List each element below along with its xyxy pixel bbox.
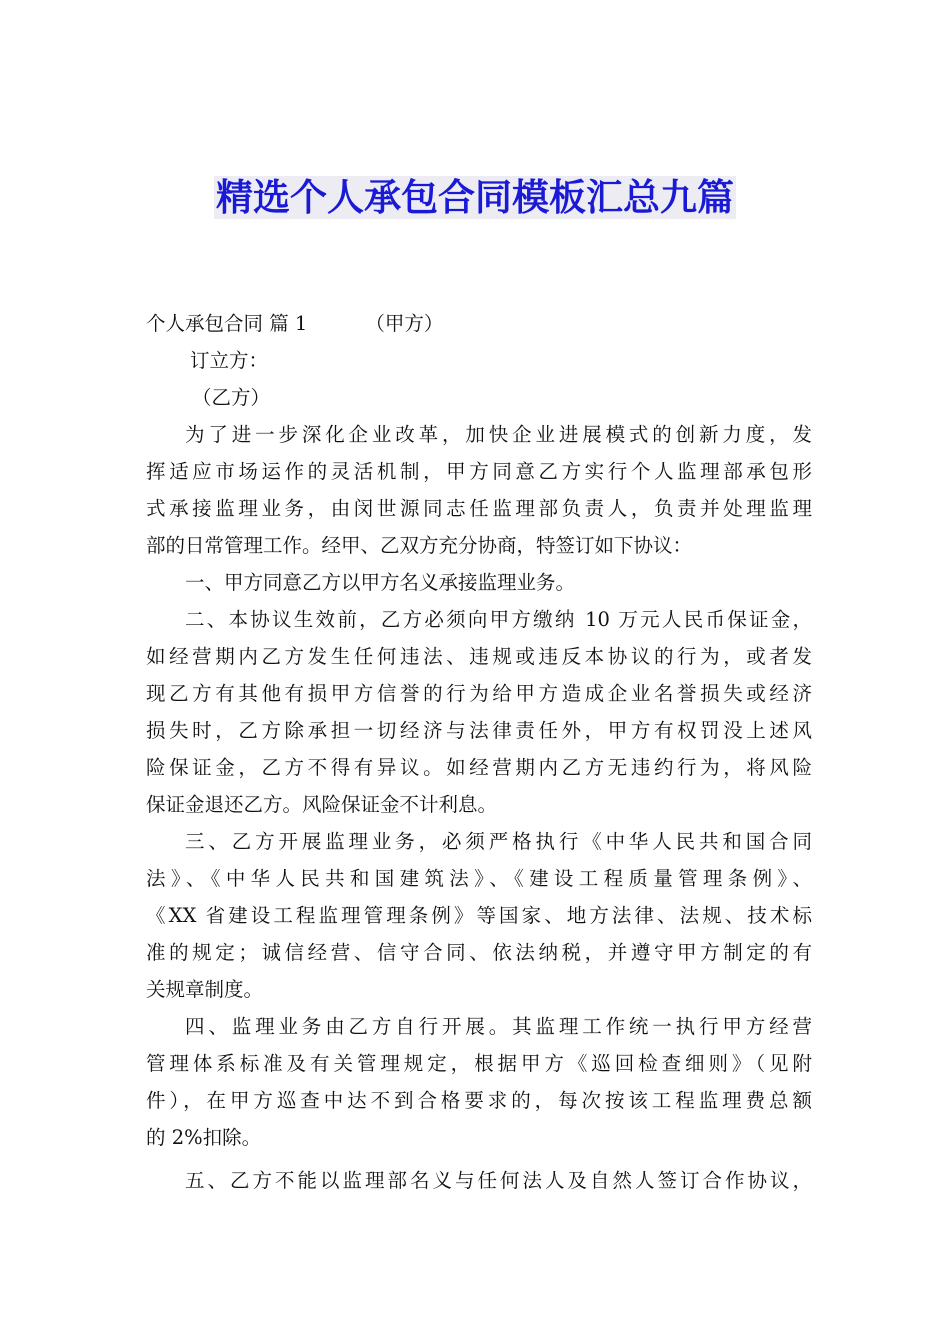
text-line: 法》、《中华人民共和国建筑法》、《建设工程质量管理条例》、 <box>146 867 812 890</box>
text-line: 现乙方有其他有损甲方信誉的行为给甲方造成企业名誉损失或经济 <box>146 682 812 705</box>
text-line: 如经营期内乙方发生任何违法、违规或违反本协议的行为，或者发 <box>146 645 812 668</box>
text-line: 二、本协议生效前，乙方必须向甲方缴纳 10 万元人民币保证金， <box>185 608 812 631</box>
party-line: （乙方） <box>192 386 271 409</box>
text-line: 为了进一步深化企业改革，加快企业进展模式的创新力度，发 <box>185 423 812 446</box>
text-line: 险保证金，乙方不得有异议。如经营期内乙方无违约行为，将风险 <box>146 756 812 779</box>
document-title <box>0 174 950 222</box>
section-heading-right: （甲方） <box>365 312 444 335</box>
text-line: 四、监理业务由乙方自行开展。其监理工作统一执行甲方经营 <box>185 1015 812 1038</box>
text-line: 件），在甲方巡查中达不到合格要求的，每次按该工程监理费总额 <box>146 1089 812 1112</box>
party-line: 订立方： <box>190 349 269 372</box>
document-body <box>146 305 812 1199</box>
text-line: 管理体系标准及有关管理规定，根据甲方《巡回检查细则》（见附 <box>146 1052 812 1075</box>
text-line: 五、乙方不能以监理部名义与任何法人及自然人签订合作协议， <box>185 1169 812 1192</box>
text-line: 式承接监理业务，由闵世源同志任监理部负责人，负责并处理监理 <box>146 497 812 520</box>
text-line: 保证金退还乙方。风险保证金不计利息。 <box>146 793 498 816</box>
text-line: 损失时，乙方除承担一切经济与法律责任外，甲方有权罚没上述风 <box>146 719 812 742</box>
section-heading <box>146 305 812 342</box>
section-heading-left: 个人承包合同 篇 1 <box>146 312 308 335</box>
text-line: 部的日常管理工作。经甲、乙双方充分协商，特签订如下协议： <box>146 534 693 557</box>
text-line: 一、甲方同意乙方以甲方名义承接监理业务。 <box>185 571 576 594</box>
text-line: 关规章制度。 <box>146 978 264 1001</box>
text-line: 准的规定；诚信经营、信守合同、依法纳税，并遵守甲方制定的有 <box>146 941 812 964</box>
text-line: 挥适应市场运作的灵活机制，甲方同意乙方实行个人监理部承包形 <box>146 460 812 483</box>
text-line: 的 2%扣除。 <box>146 1126 262 1149</box>
text-line: 三、乙方开展监理业务，必须严格执行《中华人民共和国合同 <box>185 830 812 853</box>
text-line: 《XX 省建设工程监理管理条例》等国家、地方法律、法规、技术标 <box>146 904 812 927</box>
document-title-text: 精选个人承包合同模板汇总九篇 <box>216 176 734 219</box>
